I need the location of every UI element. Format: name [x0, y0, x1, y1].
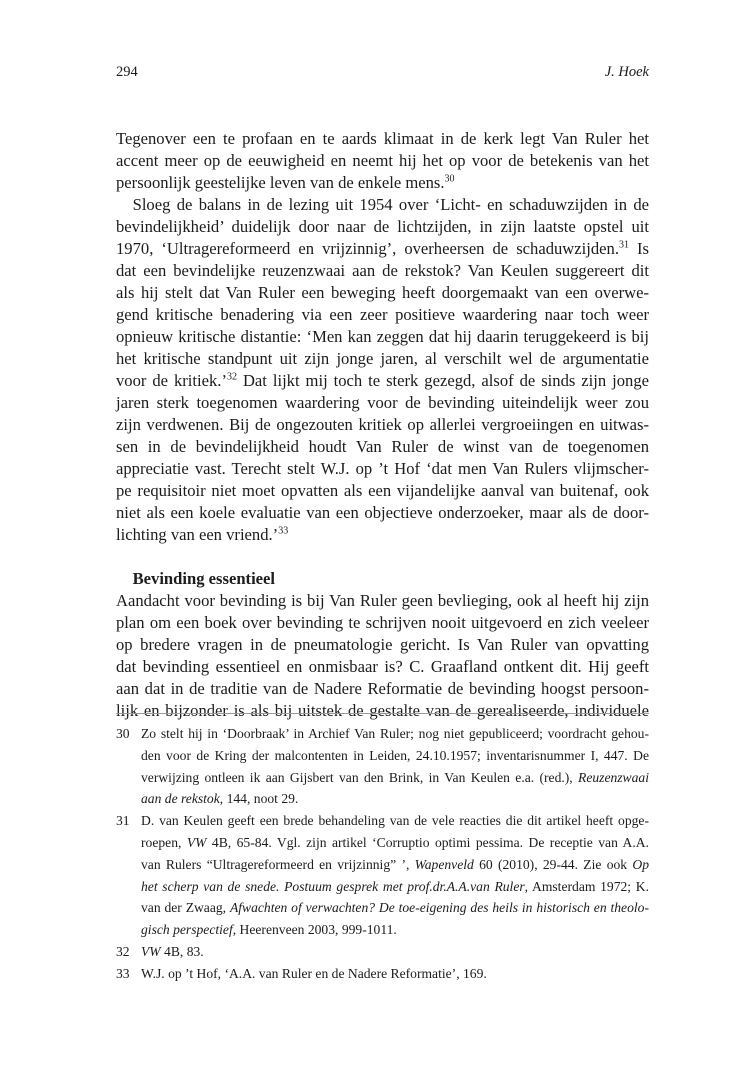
text-run-italic: aan de rekstok	[141, 791, 220, 807]
text-run-italic: het scherp van de snede. Postuum gesprek met prof.dr.A.A.van Ruler	[141, 878, 525, 894]
footnote-ref-32[interactable]: 32	[226, 371, 237, 383]
text-line: pe requisitoir niet moet opvatten als een vijandelijke aanval van buitenaf, ook	[116, 481, 649, 500]
text-line	[116, 172, 649, 194]
footnote-line	[141, 788, 649, 810]
text-line: appreciatie vast. Terecht stelt W.J. op ’t Hof ‘dat men Van Rulers vlijmscher-	[116, 459, 649, 478]
text-line	[116, 370, 649, 392]
text-run: Dat lijkt mij toch te sterk gezegd, alsof de sinds zijn jonge	[236, 371, 649, 390]
text-run: voor de kritiek.’	[116, 371, 227, 390]
footnote-33	[116, 963, 649, 985]
text-run: 4B, 83.	[160, 943, 204, 959]
footnote-line	[141, 941, 649, 963]
text-line: gend kritische benadering via een zeer positieve waardering naar toch weer	[116, 305, 649, 324]
footnote-number: 32	[116, 943, 130, 959]
footnote-line	[141, 832, 649, 854]
text-run-italic: gisch perspectief	[141, 922, 233, 938]
paragraph-gap	[116, 546, 649, 568]
paragraph-2	[116, 194, 649, 546]
text-line: Aandacht voor bevinding is bij Van Ruler geen bevlieging, ook al heeft hij zijn	[116, 591, 649, 610]
text-line: opnieuw kritische distantie: ‘Men kan zeggen dat hij daarin teruggekeerd is bij	[116, 327, 649, 346]
section-heading	[116, 568, 649, 590]
text-line: zijn verdwenen. Bij de ongezouten kritiek op allerlei vergroeiingen en uitwas-	[116, 415, 649, 434]
text-run: , Heerenveen 2003, 999-1011.	[232, 922, 397, 938]
footnote-ref-33[interactable]: 33	[278, 525, 289, 537]
text-line: plan om een boek over bevinding te schrijven nooit uitgevoerd en zich veeleer	[116, 613, 649, 632]
footnote-32	[116, 941, 649, 963]
text-run-italic: Reuzenzwaai	[578, 769, 649, 785]
footnote-line	[141, 767, 649, 789]
text-run: verwijzing ontleen ik aan Gijsbert van den Brink, in Van Keulen e.a. (red.),	[141, 769, 579, 785]
text-run: van der Zwaag,	[141, 900, 230, 916]
footnote-ref-31[interactable]: 31	[618, 239, 629, 251]
text-line: Tegenover een te profaan en te aards klimaat in de kerk legt Van Ruler het	[116, 129, 649, 148]
text-line: jaren sterk toegenomen waardering voor de bevinding uiteindelijk weer zou	[116, 393, 649, 412]
running-head	[116, 64, 649, 84]
text-run: 1970, ‘Ultragereformeerd en vrijzinnig’, overheersen de schaduwzijden.	[116, 239, 619, 258]
text-run-italic: Afwachten of verwachten? De toe-eigening des heils in historisch en theolo-	[229, 900, 649, 916]
footnote-number: 31	[116, 813, 130, 829]
footnote-ref-30[interactable]: 30	[444, 173, 455, 185]
footnote-30	[116, 723, 649, 810]
text-line: niet als een koele evaluatie van een objectieve onderzoeker, maar als de door-	[116, 503, 649, 522]
text-run: Is	[628, 239, 650, 258]
text-line: lijk en bijzonder is als bij uitstek de gestalte van de gerealiseerde, individuele	[116, 701, 649, 720]
footnote-line: den voor de Kring der malcontenten in Leiden, 24.10.1957; inventarisnummer I, 447. De	[141, 747, 649, 763]
section-heading-text: Bevinding essentieel	[132, 569, 276, 588]
text-line	[116, 524, 649, 546]
footnote-number: 30	[116, 726, 130, 741]
text-run: lichting van een vriend.’	[116, 525, 279, 544]
text-run: , Amsterdam 1972; K.	[524, 878, 649, 894]
text-line: dat een bevindelijke reuzenzwaai aan de rekstok? Van Keulen suggereert dit	[116, 261, 649, 280]
text-run: roepen,	[141, 834, 187, 850]
text-run: persoonlijk geestelijke leven van de enkele mens.	[116, 173, 445, 192]
text-run-italic: VW	[186, 834, 207, 850]
footnote-line	[141, 897, 649, 919]
text-line: het kritische standpunt uit zijn jonge jaren, al verschilt wel de argumentatie	[116, 349, 649, 368]
footnote-31	[116, 810, 649, 941]
body-text	[116, 128, 649, 722]
page-number: 294	[116, 64, 138, 80]
running-head-author: J. Hoek	[604, 64, 649, 80]
text-run-italic: Op	[632, 856, 649, 872]
paragraph-3	[116, 590, 649, 722]
footnote-number: 33	[116, 965, 130, 981]
text-line: aan dat in de traditie van de Nadere Reformatie de bevinding hoogst persoon-	[116, 679, 649, 698]
footnotes	[116, 723, 649, 985]
text-line	[116, 238, 649, 260]
text-run: Sloeg de balans in de lezing uit 1954 over ‘Licht- en schaduwzijden in de	[132, 195, 649, 214]
text-run: , 144, noot 29.	[219, 791, 299, 807]
paragraph-1	[116, 128, 649, 194]
footnote-line	[141, 919, 649, 941]
text-run-italic: Wapenveld	[414, 856, 474, 872]
text-line: sen in de bevindelijkheid houdt Van Ruler de winst van de toegenomen	[116, 437, 649, 456]
footnote-line	[141, 854, 649, 876]
text-run-italic: VW	[141, 943, 161, 959]
footnote-line: D. van Keulen geeft een brede behandeling van de vele reacties die dit artikel heeft opge-	[141, 813, 649, 829]
footnote-line: W.J. op ’t Hof, ‘A.A. van Ruler en de Nadere Reformatie’, 169.	[141, 965, 487, 981]
footnote-divider	[116, 713, 649, 714]
text-line	[116, 194, 649, 216]
text-line: op bredere vragen in de pneumatologie gericht. Is Van Ruler van opvatting	[116, 635, 649, 654]
text-run: 60 (2010), 29-44. Zie ook	[473, 856, 633, 872]
text-run: van Rulers “Ultragereformeerd en vrijzinnig” ’,	[141, 856, 415, 872]
text-line: dat bevinding essentieel en onmisbaar is? C. Graafland ontkent dit. Hij geeft	[116, 657, 649, 676]
footnote-line	[141, 876, 649, 898]
text-line: bevindelijkheid’ duidelijk door naar de lichtzijden, in zijn laatste opstel uit	[116, 217, 649, 236]
text-line: als hij stelt dat Van Ruler een beweging heeft doorgemaakt van een overwe-	[116, 283, 649, 302]
text-run: 4B, 65-84. Vgl. zijn artikel ‘Corruptio optimi pessima. De receptie van A.A.	[206, 834, 649, 850]
text-line: accent meer op de eeuwigheid en neemt hij het op voor de betekenis van het	[116, 151, 649, 170]
footnote-line: Zo stelt hij in ‘Doorbraak’ in Archief Van Ruler; nog niet gepubliceerd; voordracht gehou-	[141, 726, 649, 741]
